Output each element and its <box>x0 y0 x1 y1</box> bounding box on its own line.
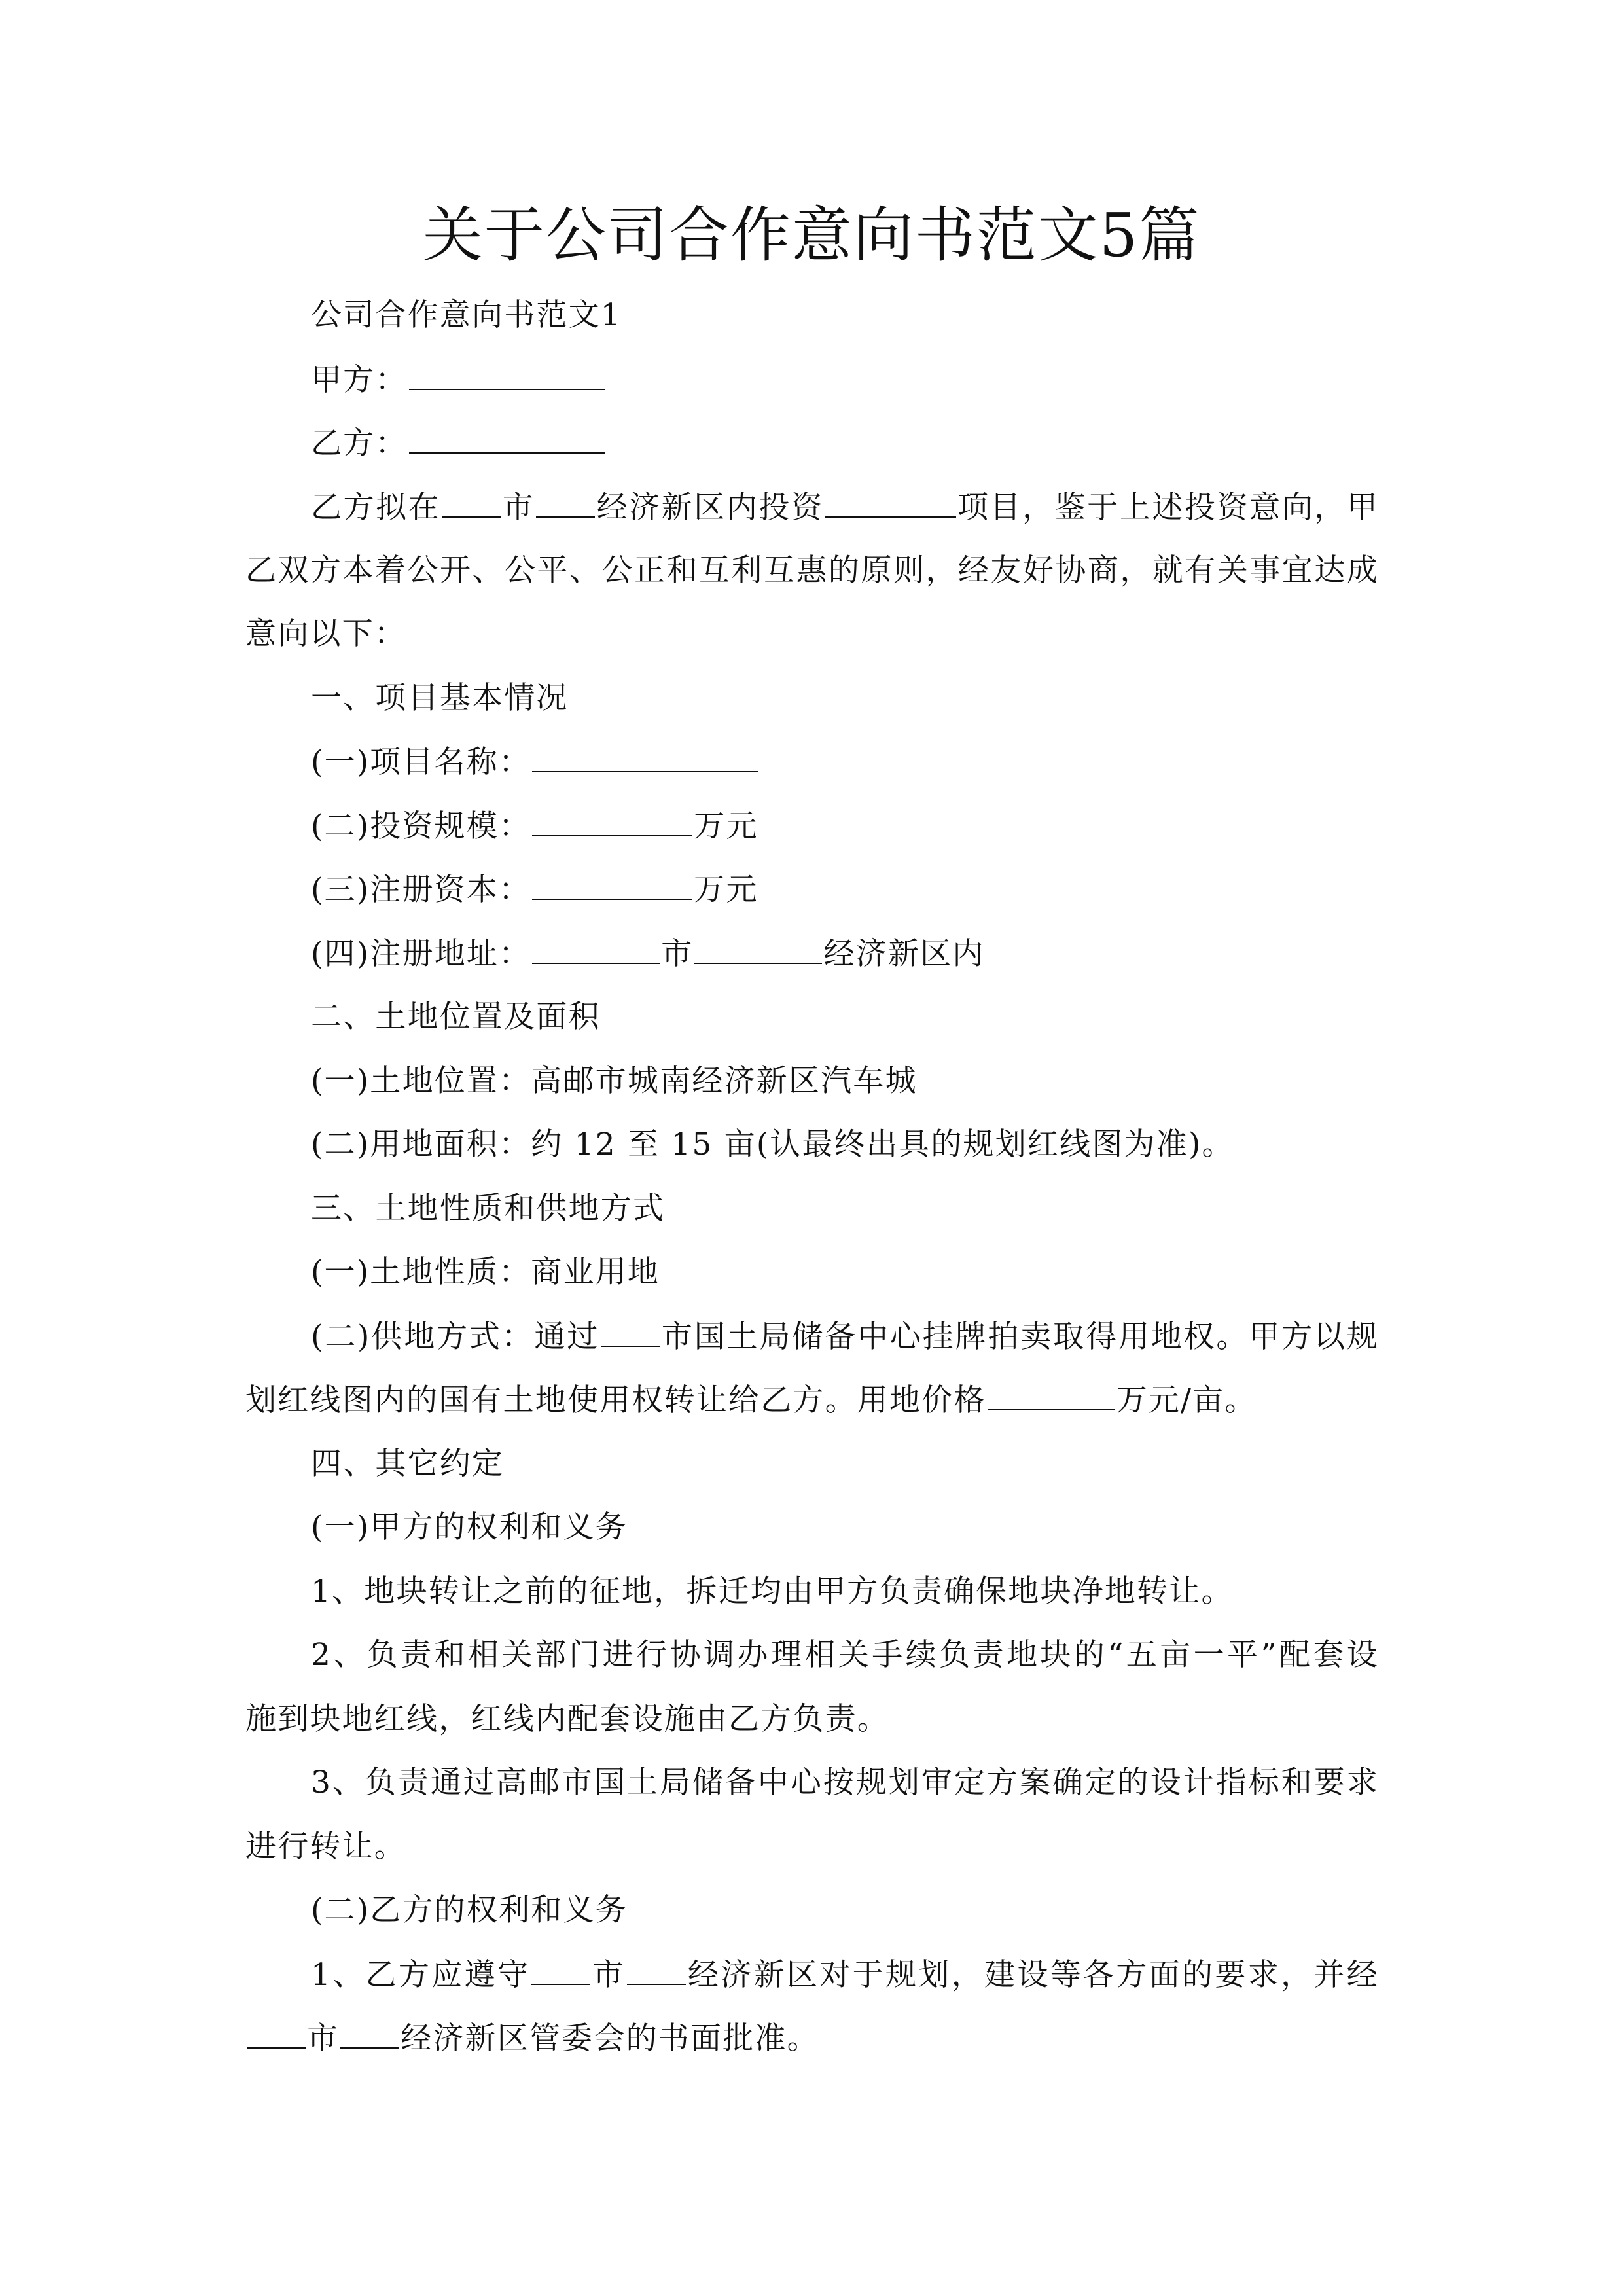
project-name-label: (一)项目名称： <box>311 744 531 780</box>
party-b-text: 经济新区管委会的书面批准。 <box>401 2020 819 2056</box>
zone-blank <box>340 2018 399 2049</box>
party-b-text: 经济新区对于规划，建设等各方面的要求，并经 <box>687 1957 1380 1993</box>
zone-blank <box>627 1955 686 1985</box>
intro-line-2: 乙双方本着公开、公平、公正和互利互惠的原则，经友好协商，就有关事宜达成 <box>245 552 1379 588</box>
party-a-item-3-line-1: 3、负责通过高邮市国土局储备中心按规划审定方案确定的设计指标和要求 <box>311 1765 1379 1801</box>
party-b-text: 1、乙方应遵守 <box>311 1957 531 1993</box>
party-a-rights-heading: (一)甲方的权利和义务 <box>311 1509 628 1545</box>
party-b-item-1-line-1 <box>311 1955 1379 1994</box>
land-supply-line-1 <box>311 1317 1379 1356</box>
investment-scale-line <box>311 806 758 846</box>
land-area: (二)用地面积：约 12 至 15 亩(认最终出具的规划红线图为准)。 <box>311 1126 1234 1162</box>
city-blank <box>442 488 501 518</box>
party-b-label: 乙方： <box>311 425 408 461</box>
supply-text: 万元/亩。 <box>1116 1382 1257 1418</box>
party-a-blank <box>409 360 605 390</box>
city-blank <box>247 2018 306 2049</box>
party-b-text: 市 <box>592 1957 626 1993</box>
registered-capital-blank <box>532 870 692 900</box>
address-zone-blank <box>694 934 822 964</box>
supply-text: 划红线图内的国有土地使用权转让给乙方。用地价格 <box>245 1382 986 1418</box>
intro-text: 乙方拟在 <box>311 490 441 526</box>
section2-heading: 二、土地位置及面积 <box>311 999 601 1035</box>
registered-capital-line <box>311 870 758 909</box>
project-name-line <box>311 742 759 781</box>
party-b-line <box>311 423 607 463</box>
intro-text: 经济新区内投资 <box>596 490 824 526</box>
address-city-blank <box>532 934 660 964</box>
registered-address-label: (四)注册地址： <box>311 936 531 972</box>
city-text: 市 <box>661 936 694 972</box>
investment-scale-label: (二)投资规模： <box>311 808 531 844</box>
land-location: (一)土地位置：高邮市城南经济新区汽车城 <box>311 1063 918 1099</box>
section3-heading: 三、土地性质和供地方式 <box>311 1191 666 1227</box>
intro-text: 项目，鉴于上述投资意向，甲 <box>957 490 1379 526</box>
project-blank <box>825 488 956 518</box>
unit-text: 万元 <box>694 872 758 908</box>
unit-text: 万元 <box>694 808 758 844</box>
supply-city-blank <box>601 1317 660 1347</box>
party-a-item-2-line-2: 施到块地红线，红线内配套设施由乙方负责。 <box>245 1701 889 1737</box>
party-b-text: 市 <box>307 2020 340 2056</box>
party-a-item-1: 1、地块转让之前的征地，拆迁均由甲方负责确保地块净地转让。 <box>311 1573 1234 1609</box>
intro-line-1 <box>311 488 1379 527</box>
intro-text: 市 <box>502 490 535 526</box>
party-b-item-1-line-2 <box>245 2018 819 2058</box>
section4-heading: 四、其它约定 <box>311 1446 505 1482</box>
party-a-label: 甲方： <box>311 362 408 398</box>
zone-blank <box>536 488 595 518</box>
land-nature: (一)土地性质：商业用地 <box>311 1254 660 1290</box>
registered-capital-label: (三)注册资本： <box>311 872 531 908</box>
party-a-item-2-line-1: 2、负责和相关部门进行协调办理相关手续负责地块的“五亩一平”配套设 <box>311 1637 1379 1673</box>
supply-text: (二)供地方式：通过 <box>311 1319 600 1355</box>
city-blank <box>531 1955 590 1985</box>
party-b-rights-heading: (二)乙方的权利和义务 <box>311 1892 628 1928</box>
party-b-blank <box>409 423 605 454</box>
project-name-blank <box>532 742 758 772</box>
party-a-item-3-line-2: 进行转让。 <box>245 1829 406 1865</box>
zone-text: 经济新区内 <box>823 936 985 972</box>
registered-address-line <box>311 934 984 973</box>
land-supply-line-2 <box>245 1380 1257 1420</box>
investment-scale-blank <box>532 806 692 836</box>
land-price-blank <box>988 1380 1115 1410</box>
supply-text: 市国土局储备中心挂牌拍卖取得用地权。甲方以规 <box>661 1319 1379 1355</box>
subtitle: 公司合作意向书范文1 <box>311 297 622 333</box>
party-a-line <box>311 360 607 399</box>
section1-heading: 一、项目基本情况 <box>311 680 569 716</box>
document-title: 关于公司合作意向书范文5篇 <box>422 200 1201 270</box>
intro-line-3: 意向以下： <box>245 616 406 652</box>
